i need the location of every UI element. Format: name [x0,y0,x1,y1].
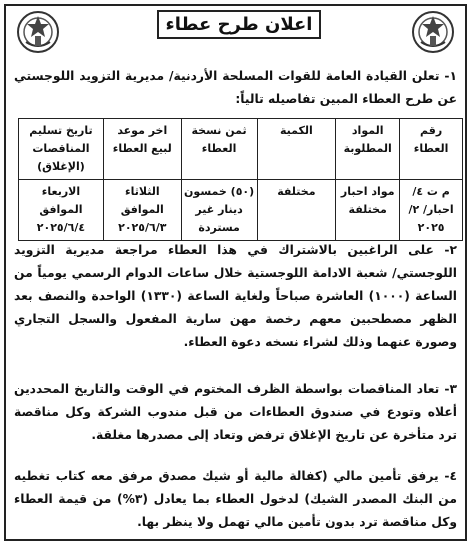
army-emblem-icon [411,10,455,54]
paragraph-4: ٤- يرفق تأمين مالي (كفالة مالية أو شيك مصدق مرفق معه كتاب تغطيه من البنك المصدر الشيك) لدخول العطاء بما يعادل (٣%) من قيمة العطاء وكل مناقصة ترد بدون تأمين مالي تهمل ولا ينظر بها. [14,469,457,529]
column-header: تاريخ تسليم المناقصات (الإغلاق) [19,119,104,180]
tender-table [18,118,463,241]
column-header: رقم العطاء [400,119,463,180]
column-header: اخر موعد لبيع العطاء [103,119,181,180]
table-cell: م ت ٤/ احبار/ ٢/ ٢٠٢٥ [400,180,463,241]
table-cell: الثلاثاء الموافق ٢٠٢٥/٦/٣ [103,180,181,241]
page-title: اعلان طرح عطاء [157,10,321,39]
paragraph-2: ٢- على الراغبين بالاشتراك في هذا العطاء مراجعة مديرية التزويد اللوجستي/ شعبة الادامة اللوجستية خلال ساعات الدوام الرسمي يومياً من الساعة (١٠٠٠) العاشرة صباحاً ولغاية الساعة (١٣٣٠) الواحدة والنصف بعد الظهر مصطحبين معهم رخصة مهن سارية المفعول والسجل التجاري وصورة عنهما وذلك لشراء نسخه دعوة العطاء. [14,243,457,349]
column-header: الكمية [257,119,336,180]
header [6,6,465,64]
table-cell: مختلفة [257,180,336,241]
paragraph-3: ٣- تعاد المناقصات بواسطة الظرف المختوم في الوقت والتاريخ المحددين أعلاه وتودع في صندوق العطاءات من قبل مندوب الشركة وكل مناقصة ترد متأخرة عن تاريخ الإغلاق ترفض وتعاد إلى مصدرها مغلقة. [14,382,457,442]
army-emblem-icon [16,10,60,54]
paragraph-1: ١- تعلن القيادة العامة للقوات المسلحة الأردنية/ مديرية التزويد اللوجستي عن طرح العطاء المبين تفاصيله تالياً: [14,69,457,106]
table-cell: الاربعاء الموافق ٢٠٢٥/٦/٤ [19,180,104,241]
table-row [19,180,463,241]
table-cell: (٥٠) خمسون دينار غير مستردة [181,180,257,241]
column-header: المواد المطلوبة [336,119,400,180]
table-cell: مواد احبار مختلفة [336,180,400,241]
column-header: ثمن نسخة العطاء [181,119,257,180]
table-header-row [19,119,463,180]
announcement-frame [4,4,467,541]
